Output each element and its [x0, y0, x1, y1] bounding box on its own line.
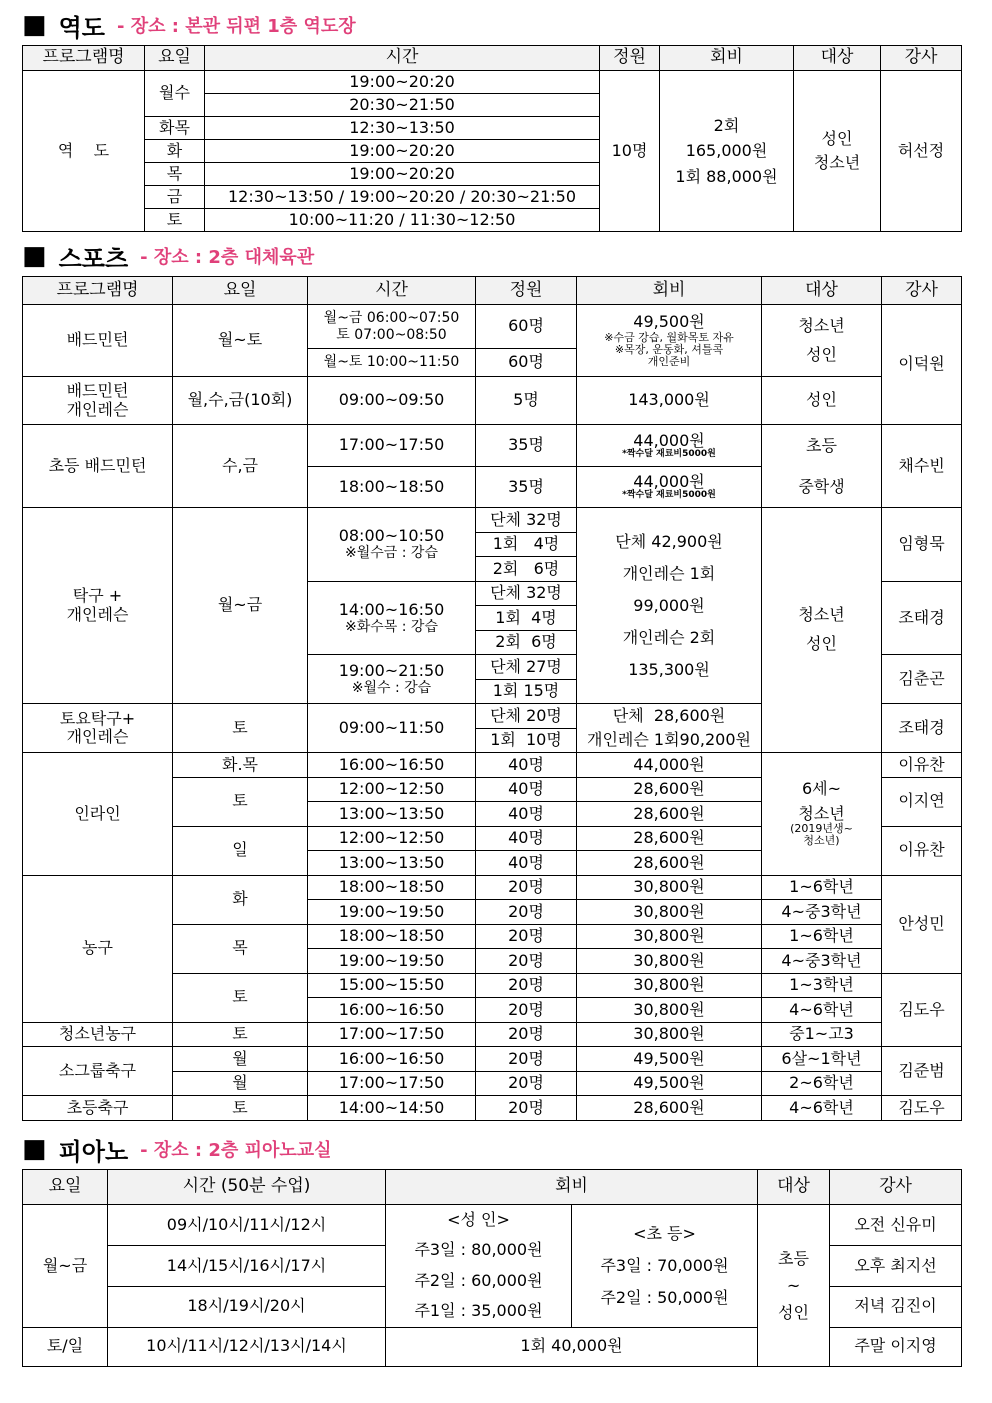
fee-cell: 30,800원	[577, 924, 762, 949]
fee-cell: 30,800원	[577, 875, 762, 900]
day-cell: 토	[173, 704, 308, 753]
capacity-cell: 20명	[476, 949, 577, 974]
target-cell	[758, 1205, 830, 1367]
target-cell: 중학생	[762, 467, 882, 508]
sports-table	[22, 276, 962, 1121]
capacity-cell: 40명	[476, 753, 577, 778]
header-day: 요일	[145, 46, 205, 71]
time-cell: 14:00~14:50	[308, 1096, 476, 1121]
target-line: 청소년	[813, 153, 861, 172]
capacity-cell: 60명	[476, 305, 577, 349]
instructor-cell: 임형묵	[882, 508, 962, 582]
program-name: 소그룹축구	[23, 1047, 173, 1096]
header-instructor: 강사	[882, 277, 962, 305]
day-cell: 목	[173, 924, 308, 973]
instructor-cell: 채수빈	[882, 425, 962, 508]
fee-cell	[577, 467, 762, 508]
capacity-cell: 20명	[476, 875, 577, 900]
time-cell: 16:00~16:50	[308, 753, 476, 778]
day-cell: 토	[173, 973, 308, 1022]
header-time: 시간	[308, 277, 476, 305]
time-cell: 16:00~16:50	[308, 998, 476, 1023]
instructor-cell: 이지연	[882, 777, 962, 826]
program-name	[23, 704, 173, 753]
section-name: 피아노	[58, 1137, 129, 1166]
time-cell: 20:30~21:50	[205, 94, 600, 117]
target-cell	[762, 753, 882, 876]
time-note: ※월수 : 강습	[351, 680, 432, 697]
target-cell: 4~중3학년	[762, 949, 882, 974]
capacity-cell: 1회 10명	[476, 728, 577, 753]
program-name: 역 도	[23, 71, 145, 232]
time-note: ※월수금 : 강습	[345, 545, 438, 562]
fee-cell: 44,000원	[577, 753, 762, 778]
time-line: 월~금 06:00~07:50	[323, 310, 460, 327]
target-line: 성인	[806, 344, 837, 364]
day-cell: 화.목	[173, 753, 308, 778]
time-cell: 19:00~19:50	[308, 949, 476, 974]
header-program: 프로그램명	[23, 46, 145, 71]
instructor-cell: 이덕원	[882, 305, 962, 425]
square-bullet: ■	[22, 241, 47, 271]
fee-line: 단체 28,600원	[612, 706, 726, 725]
capacity-cell: 1회 4명	[476, 606, 577, 631]
target-cell: 4~중3학년	[762, 900, 882, 925]
time-cell	[308, 305, 476, 349]
time-cell: 18:00~18:50	[308, 467, 476, 508]
piano-table	[22, 1169, 962, 1367]
weightlifting-table	[22, 45, 962, 232]
target-line: 성인	[778, 1302, 809, 1322]
fee-cell: 1회 40,000원	[386, 1327, 758, 1366]
square-bullet: ■	[22, 10, 47, 40]
time-line: 토 07:00~08:50	[336, 326, 447, 343]
instructor-cell: 저녁 김진이	[830, 1286, 962, 1327]
header-day: 요일	[173, 277, 308, 305]
time-cell	[308, 581, 476, 655]
day-cell: 화	[173, 875, 308, 924]
instructor-cell: 주말 이지영	[830, 1327, 962, 1366]
target-line: 성인	[806, 634, 837, 653]
time-cell: 12:30~13:50 / 19:00~20:20 / 20:30~21:50	[205, 186, 600, 209]
header-fee: 회비	[660, 46, 794, 71]
fee-line: 주2일 : 60,000원	[414, 1270, 543, 1290]
capacity-cell: 10명	[600, 71, 660, 232]
time-cell: 19:00~20:20	[205, 163, 600, 186]
fee-cell: 49,500원	[577, 1047, 762, 1072]
day-cell: 금	[145, 186, 205, 209]
fee-line: 44,000원	[633, 430, 705, 450]
instructor-cell: 조태경	[882, 704, 962, 753]
program-line: 토요탁구+	[59, 708, 136, 728]
instructor-cell: 허선정	[881, 71, 962, 232]
capacity-cell: 2회 6명	[476, 630, 577, 655]
time-line: 14:00~16:50	[338, 599, 445, 619]
header-instructor: 강사	[881, 46, 962, 71]
capacity-cell: 35명	[476, 425, 577, 467]
time-cell: 16:00~16:50	[308, 1047, 476, 1072]
day-cell: 토	[173, 777, 308, 826]
fee-line: 49,500원	[633, 312, 705, 332]
fee-cell: 30,800원	[577, 973, 762, 998]
fee-note: *짝수달 재료비5000원	[622, 448, 716, 459]
fee-line: 주3일 : 70,000원	[600, 1255, 729, 1275]
day-cell: 월~토	[173, 305, 308, 377]
target-cell: 1~6학년	[762, 875, 882, 900]
target-cell: 초등	[762, 425, 882, 467]
capacity-cell: 1회 15명	[476, 679, 577, 704]
header-fee: 회비	[577, 277, 762, 305]
fee-cell	[660, 71, 794, 232]
fee-line: 단체 42,900원	[615, 531, 723, 551]
target-line: 초등	[778, 1248, 809, 1268]
fee-cell: 30,800원	[577, 998, 762, 1023]
time-cell: 17:00~17:50	[308, 1022, 476, 1047]
target-line: ~	[786, 1275, 801, 1295]
fee-cell: 28,600원	[577, 851, 762, 876]
day-cell: 토	[173, 1096, 308, 1121]
capacity-cell: 60명	[476, 349, 577, 377]
header-capacity: 정원	[476, 277, 577, 305]
instructor-cell: 조태경	[882, 581, 962, 655]
square-bullet: ■	[22, 1134, 47, 1164]
program-line: 탁구 +	[72, 586, 123, 606]
capacity-cell: 40명	[476, 851, 577, 876]
fee-line: 44,000원	[633, 472, 705, 492]
instructor-cell: 오후 최지선	[830, 1245, 962, 1286]
fee-note: ※수금 강습, 월화목토 자유	[604, 330, 734, 344]
time-line: 19:00~21:50	[338, 660, 445, 680]
program-name: 초등 배드민턴	[23, 425, 173, 508]
time-line: 08:00~10:50	[338, 526, 445, 545]
instructor-cell: 김준범	[882, 1047, 962, 1096]
header-capacity: 정원	[600, 46, 660, 71]
fee-cell: 143,000원	[577, 377, 762, 425]
day-cell: 수,금	[173, 425, 308, 508]
fee-line: 주2일 : 50,000원	[600, 1287, 729, 1307]
capacity-cell: 단체 20명	[476, 704, 577, 729]
day-cell: 화	[145, 140, 205, 163]
fee-heading: <초 등>	[633, 1223, 696, 1243]
header-instructor: 강사	[830, 1170, 962, 1205]
day-cell: 목	[145, 163, 205, 186]
section-location: - 장소 : 2층 대체육관	[140, 247, 315, 268]
day-cell: 화목	[145, 117, 205, 140]
fee-cell	[577, 305, 762, 377]
program-line: 배드민턴	[66, 381, 129, 401]
time-cell: 13:00~13:50	[308, 802, 476, 827]
time-cell: 19:00~20:20	[205, 140, 600, 163]
target-cell	[762, 508, 882, 753]
target-cell: 성인	[762, 377, 882, 425]
program-line: 개인레슨	[66, 727, 129, 746]
time-cell	[308, 508, 476, 582]
capacity-cell: 20명	[476, 998, 577, 1023]
target-note: (2019년생~	[790, 822, 853, 836]
fee-line: 2회	[713, 115, 740, 135]
target-line: 성인	[821, 129, 853, 148]
program-name: 배드민턴	[23, 305, 173, 377]
capacity-cell: 35명	[476, 467, 577, 508]
fee-line: 주3일 : 80,000원	[414, 1240, 543, 1260]
capacity-cell: 20명	[476, 1022, 577, 1047]
fee-cell-adult	[386, 1205, 572, 1328]
header-time: 시간	[205, 46, 600, 71]
time-cell: 17:00~17:50	[308, 425, 476, 467]
section-name: 스포츠	[58, 244, 129, 273]
target-cell	[762, 305, 882, 377]
capacity-cell: 1회 4명	[476, 532, 577, 557]
header-target: 대상	[794, 46, 881, 71]
target-cell	[794, 71, 881, 232]
time-note: ※화수목 : 강습	[345, 618, 438, 635]
day-cell: 일	[173, 826, 308, 875]
fee-line: 개인레슨 1회90,200원	[587, 730, 751, 749]
section-location: - 장소 : 본관 뒤편 1층 역도장	[116, 16, 356, 37]
program-line: 개인레슨	[66, 399, 129, 419]
header-time: 시간 (50분 수업)	[108, 1170, 386, 1205]
time-cell: 09시/10시/11시/12시	[108, 1205, 386, 1246]
header-program: 프로그램명	[23, 277, 173, 305]
fee-cell: 30,800원	[577, 949, 762, 974]
instructor-cell: 이유찬	[882, 826, 962, 875]
instructor-cell: 오전 신유미	[830, 1205, 962, 1246]
header-target: 대상	[758, 1170, 830, 1205]
capacity-cell: 20명	[476, 900, 577, 925]
capacity-cell: 40명	[476, 777, 577, 802]
capacity-cell: 20명	[476, 1096, 577, 1121]
program-name	[23, 377, 173, 425]
time-cell: 12:00~12:50	[308, 777, 476, 802]
header-day: 요일	[23, 1170, 108, 1205]
fee-cell: 49,500원	[577, 1071, 762, 1096]
header-fee: 회비	[386, 1170, 758, 1205]
fee-line: 99,000원	[633, 595, 705, 615]
section-location: - 장소 : 2층 피아노교실	[140, 1140, 332, 1161]
capacity-cell: 20명	[476, 1047, 577, 1072]
fee-cell-elementary	[572, 1205, 758, 1328]
target-note: 청소년)	[803, 834, 840, 848]
day-cell: 월,수,금(10회)	[173, 377, 308, 425]
time-cell: 13:00~13:50	[308, 851, 476, 876]
section-title-sports	[22, 239, 314, 273]
program-line: 개인레슨	[66, 604, 129, 624]
fee-note: ※목장, 운동화, 셔틀콕	[614, 342, 724, 356]
target-cell: 2~6학년	[762, 1071, 882, 1096]
time-cell: 19:00~19:50	[308, 900, 476, 925]
capacity-cell: 20명	[476, 924, 577, 949]
time-cell: 12:30~13:50	[205, 117, 600, 140]
fee-cell: 28,600원	[577, 1096, 762, 1121]
capacity-cell: 단체 32명	[476, 581, 577, 606]
time-cell: 10:00~11:20 / 11:30~12:50	[205, 209, 600, 232]
day-cell: 토	[145, 209, 205, 232]
capacity-cell: 2회 6명	[476, 557, 577, 582]
section-title-weightlifting	[22, 8, 356, 42]
capacity-cell: 40명	[476, 802, 577, 827]
time-cell: 19:00~20:20	[205, 71, 600, 94]
time-cell: 월~토 10:00~11:50	[308, 349, 476, 377]
fee-line: 135,300원	[628, 659, 710, 679]
fee-cell: 30,800원	[577, 900, 762, 925]
fee-cell	[577, 508, 762, 704]
time-cell: 18:00~18:50	[308, 875, 476, 900]
section-title-piano	[22, 1132, 332, 1166]
time-cell: 17:00~17:50	[308, 1071, 476, 1096]
fee-line: 주1일 : 35,000원	[414, 1301, 543, 1321]
capacity-cell: 20명	[476, 1071, 577, 1096]
target-line: 6세~	[801, 779, 842, 799]
capacity-cell: 5명	[476, 377, 577, 425]
program-name: 초등축구	[23, 1096, 173, 1121]
time-cell: 12:00~12:50	[308, 826, 476, 851]
fee-note: *짝수달 재료비5000원	[622, 490, 716, 501]
fee-cell: 28,600원	[577, 826, 762, 851]
day-cell: 월	[173, 1071, 308, 1096]
capacity-cell: 20명	[476, 973, 577, 998]
fee-cell	[577, 425, 762, 467]
program-name: 청소년농구	[23, 1022, 173, 1047]
fee-cell: 28,600원	[577, 777, 762, 802]
capacity-cell: 단체 27명	[476, 655, 577, 680]
fee-cell	[577, 704, 762, 753]
day-cell: 월	[173, 1047, 308, 1072]
fee-line: 1회 88,000원	[675, 166, 778, 186]
time-cell: 10시/11시/12시/13시/14시	[108, 1327, 386, 1366]
header-target: 대상	[762, 277, 882, 305]
target-cell: 1~3학년	[762, 973, 882, 998]
fee-line: 개인레슨 2회	[622, 627, 716, 647]
target-line: 청소년	[798, 803, 845, 823]
instructor-cell: 김도우	[882, 1096, 962, 1121]
fee-cell: 30,800원	[577, 1022, 762, 1047]
target-line: 청소년	[798, 605, 845, 625]
time-cell: 18:00~18:50	[308, 924, 476, 949]
instructor-cell: 김도우	[882, 973, 962, 1047]
fee-note: 개인준비	[647, 354, 691, 368]
fee-heading: <성 인>	[447, 1210, 510, 1229]
time-cell: 09:00~11:50	[308, 704, 476, 753]
program-name: 인라인	[23, 753, 173, 876]
time-cell: 14시/15시/16시/17시	[108, 1245, 386, 1286]
instructor-cell: 안성민	[882, 875, 962, 973]
instructor-cell: 김춘곤	[882, 655, 962, 704]
section-name: 역도	[58, 13, 105, 42]
fee-cell: 28,600원	[577, 802, 762, 827]
day-cell: 월~금	[23, 1205, 108, 1328]
capacity-cell: 단체 32명	[476, 508, 577, 533]
target-cell: 중1~고3	[762, 1022, 882, 1047]
time-cell: 15:00~15:50	[308, 973, 476, 998]
day-cell: 월~금	[173, 508, 308, 704]
program-name	[23, 508, 173, 704]
target-cell: 4~6학년	[762, 1096, 882, 1121]
day-cell: 월수	[145, 71, 205, 117]
fee-line: 165,000원	[685, 141, 768, 161]
target-line: 청소년	[798, 315, 845, 335]
time-cell: 18시/19시/20시	[108, 1286, 386, 1327]
capacity-cell: 40명	[476, 826, 577, 851]
target-cell: 4~6학년	[762, 998, 882, 1023]
time-cell	[308, 655, 476, 704]
target-cell: 1~6학년	[762, 924, 882, 949]
day-cell: 토	[173, 1022, 308, 1047]
time-cell: 09:00~09:50	[308, 377, 476, 425]
day-cell: 토/일	[23, 1327, 108, 1366]
target-cell: 6살~1학년	[762, 1047, 882, 1072]
fee-line: 개인레슨 1회	[622, 563, 716, 583]
instructor-cell: 이유찬	[882, 753, 962, 778]
program-name: 농구	[23, 875, 173, 1022]
